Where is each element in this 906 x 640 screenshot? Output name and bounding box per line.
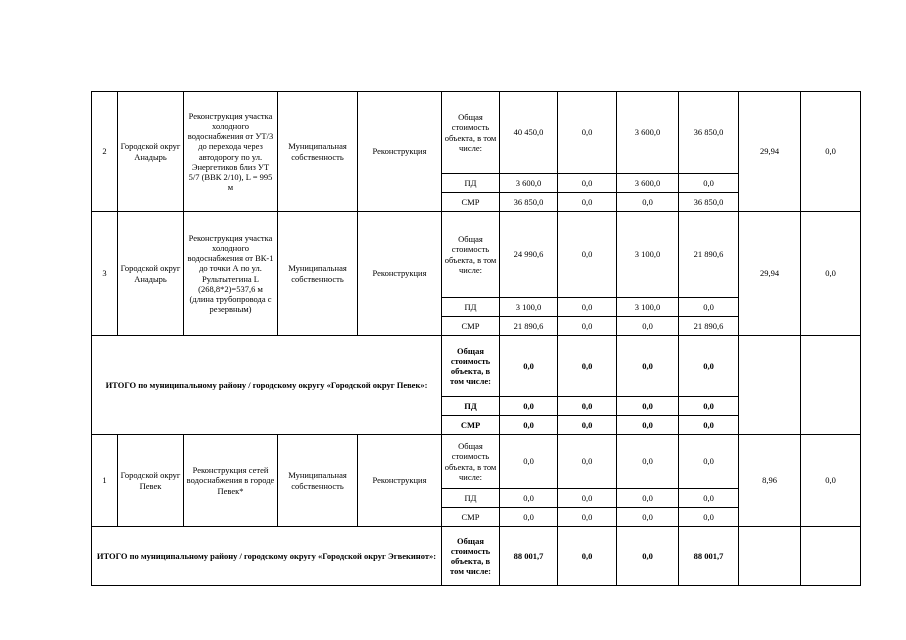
value-cell: 0,0 xyxy=(617,416,679,435)
cost-label: Общая стоимость объекта, в том числе: xyxy=(442,92,500,174)
total-label: ИТОГО по муниципальному району / городскому округу «Городской округ Певек»: xyxy=(92,336,442,435)
value-cell: 0,0 xyxy=(679,397,739,416)
ownership-cell: Муниципальная собственность xyxy=(278,212,358,336)
value-cell: 3 100,0 xyxy=(617,298,679,317)
value-cell: 0,0 xyxy=(617,508,679,527)
cost-label: Общая стоимость объекта, в том числе: xyxy=(442,212,500,298)
value-cell: 0,0 xyxy=(500,397,558,416)
value-cell: 0,0 xyxy=(679,416,739,435)
cost-label: ПД xyxy=(442,489,500,508)
value-cell: 0,0 xyxy=(617,489,679,508)
value-cell: 0,0 xyxy=(801,212,861,336)
cost-label: СМР xyxy=(442,317,500,336)
ownership-cell: Муниципальная собственность xyxy=(278,435,358,527)
value-cell: 3 100,0 xyxy=(617,212,679,298)
object-name-cell: Реконструкция участка холодного водоснабжения от ВК-1 до точки А по ул. Рультытегина L (268,8*2)=537,6 м (длина трубопровода с резервным) xyxy=(184,212,278,336)
table-row xyxy=(92,212,861,298)
work-type-cell: Реконструкция xyxy=(358,435,442,527)
value-cell: 0,0 xyxy=(558,92,617,174)
value-cell: 0,0 xyxy=(617,435,679,489)
object-name-cell: Реконструкция сетей водоснабжения в городе Певек* xyxy=(184,435,278,527)
value-cell: 0,0 xyxy=(617,336,679,397)
value-cell: 21 890,6 xyxy=(679,317,739,336)
value-cell: 0,0 xyxy=(679,435,739,489)
value-cell: 0,0 xyxy=(558,336,617,397)
value-cell: 88 001,7 xyxy=(500,527,558,586)
empty-cell xyxy=(739,527,801,586)
table-row xyxy=(92,435,861,489)
value-cell: 0,0 xyxy=(558,317,617,336)
value-cell: 0,0 xyxy=(617,527,679,586)
value-cell: 88 001,7 xyxy=(679,527,739,586)
value-cell: 0,0 xyxy=(617,317,679,336)
value-cell: 0,0 xyxy=(500,416,558,435)
value-cell: 29,94 xyxy=(739,92,801,212)
municipality-cell: Городской округ Анадырь xyxy=(118,212,184,336)
row-number: 1 xyxy=(92,435,118,527)
municipality-cell: Городской округ Анадырь xyxy=(118,92,184,212)
value-cell: 36 850,0 xyxy=(679,193,739,212)
total-row xyxy=(92,336,861,397)
value-cell: 0,0 xyxy=(500,508,558,527)
value-cell: 0,0 xyxy=(801,92,861,212)
cost-label: Общая стоимость объекта, в том числе: xyxy=(442,435,500,489)
value-cell: 0,0 xyxy=(500,336,558,397)
object-name-cell: Реконструкция участка холодного водоснабжения от УТ/3 до перехода через автодорогу по ул. Энергетиков близ УТ 5/7 (ВВК 2/10), L = 995 м xyxy=(184,92,278,212)
value-cell: 0,0 xyxy=(617,397,679,416)
value-cell: 0,0 xyxy=(558,489,617,508)
work-type-cell: Реконструкция xyxy=(358,212,442,336)
municipality-cell: Городской округ Певек xyxy=(118,435,184,527)
value-cell: 36 850,0 xyxy=(500,193,558,212)
value-cell: 0,0 xyxy=(679,508,739,527)
value-cell: 0,0 xyxy=(679,174,739,193)
value-cell: 0,0 xyxy=(558,508,617,527)
row-number: 2 xyxy=(92,92,118,212)
cost-label: ПД xyxy=(442,174,500,193)
value-cell: 0,0 xyxy=(558,416,617,435)
row-number: 3 xyxy=(92,212,118,336)
value-cell: 24 990,6 xyxy=(500,212,558,298)
value-cell: 3 600,0 xyxy=(500,174,558,193)
cost-label: Общая стоимость объекта, в том числе: xyxy=(442,336,500,397)
value-cell: 8,96 xyxy=(739,435,801,527)
value-cell: 0,0 xyxy=(558,174,617,193)
value-cell: 0,0 xyxy=(500,489,558,508)
empty-cell xyxy=(739,336,801,435)
value-cell: 0,0 xyxy=(558,527,617,586)
empty-cell xyxy=(801,336,861,435)
value-cell: 0,0 xyxy=(558,298,617,317)
value-cell: 0,0 xyxy=(558,435,617,489)
cost-label: ПД xyxy=(442,397,500,416)
value-cell: 21 890,6 xyxy=(500,317,558,336)
value-cell: 0,0 xyxy=(679,336,739,397)
value-cell: 40 450,0 xyxy=(500,92,558,174)
value-cell: 0,0 xyxy=(558,193,617,212)
table-row xyxy=(92,92,861,174)
cost-label: СМР xyxy=(442,416,500,435)
cost-label: ПД xyxy=(442,298,500,317)
value-cell: 0,0 xyxy=(679,298,739,317)
value-cell: 0,0 xyxy=(801,435,861,527)
value-cell: 0,0 xyxy=(679,489,739,508)
value-cell: 3 600,0 xyxy=(617,174,679,193)
value-cell: 29,94 xyxy=(739,212,801,336)
value-cell: 0,0 xyxy=(558,397,617,416)
value-cell: 0,0 xyxy=(617,193,679,212)
cost-label: СМР xyxy=(442,193,500,212)
cost-label: Общая стоимость объекта, в том числе: xyxy=(442,527,500,586)
ownership-cell: Муниципальная собственность xyxy=(278,92,358,212)
value-cell: 21 890,6 xyxy=(679,212,739,298)
work-type-cell: Реконструкция xyxy=(358,92,442,212)
value-cell: 0,0 xyxy=(558,212,617,298)
value-cell: 3 100,0 xyxy=(500,298,558,317)
value-cell: 36 850,0 xyxy=(679,92,739,174)
investment-table xyxy=(91,91,861,586)
value-cell: 3 600,0 xyxy=(617,92,679,174)
cost-label: СМР xyxy=(442,508,500,527)
total-label: ИТОГО по муниципальному району / городскому округу «Городской округ Эгвекинот»: xyxy=(92,527,442,586)
value-cell: 0,0 xyxy=(500,435,558,489)
total-row xyxy=(92,527,861,586)
empty-cell xyxy=(801,527,861,586)
